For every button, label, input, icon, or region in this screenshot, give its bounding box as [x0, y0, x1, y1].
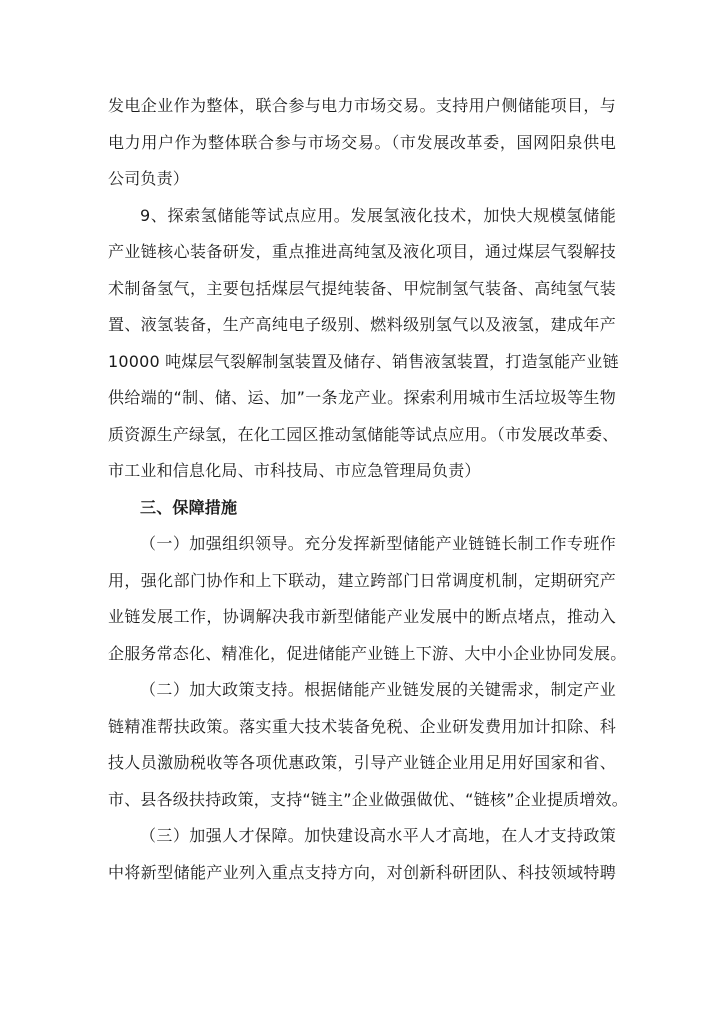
text-line: （二）加大政策支持。根据储能产业链发展的关键需求，制定产业: [140, 680, 616, 699]
text-line: 市、县各级扶持政策，支持“链主”企业做强做优、“链核”企业提质增效。: [108, 789, 628, 809]
section-heading: 三、保障措施: [140, 497, 238, 517]
text-line: 市工业和信息化局、市科技局、市应急管理局负责）: [108, 461, 481, 480]
text-line: 发电企业作为整体，联合参与电力市场交易。支持用户侧储能项目，与: [108, 96, 616, 115]
text-line: 电力用户作为整体联合参与市场交易。（市发展改革委，国网阳泉供电: [108, 132, 616, 152]
text-line: 技人员激励税收等各项优惠政策，引导产业链企业用足用好国家和省、: [108, 753, 616, 772]
text-line: 供给端的“制、储、运、加”一条龙产业。探索利用城市生活垃圾等生物: [108, 388, 616, 407]
text-line: 公司负责）: [108, 169, 190, 188]
text-line: 质资源生产绿氢，在化工园区推动氢储能等试点应用。（市发展改革委、: [108, 424, 619, 444]
text-line: 10000 吨煤层气裂解制氢装置及储存、销售液氢装置，打造氢能产业链: [108, 351, 619, 371]
text-line: 9、探索氢储能等试点应用。发展氢液化技术，加快大规模氢储能: [140, 205, 616, 225]
text-line: 置、液氢装备，生产高纯电子级别、燃料级别氢气以及液氢，建成年产: [108, 315, 616, 334]
text-line: （一）加强组织领导。充分发挥新型储能产业链链长制工作专班作: [140, 534, 616, 553]
text-line: 中将新型储能产业列入重点支持方向，对创新科研团队、科技领域特聘: [108, 862, 616, 882]
text-line: 企服务常态化、精准化，促进储能产业链上下游、大中小企业协同发展。: [108, 643, 627, 663]
text-line: 术制备氢气，主要包括煤层气提纯装备、甲烷制氢气装备、高纯氢气装: [108, 278, 616, 298]
text-line: （三）加强人才保障。加快建设高水平人才高地，在人才支持政策: [140, 826, 616, 845]
text-line: 业链发展工作，协调解决我市新型储能产业发展中的断点堵点，推动入: [108, 607, 616, 626]
text-line: 链精准帮扶政策。落实重大技术装备免税、企业研发费用加计扣除、科: [108, 716, 616, 736]
text-line: 产业链核心装备研发，重点推进高纯氢及液化项目，通过煤层气裂解技: [108, 242, 616, 261]
document-body: [108, 88, 628, 891]
text-line: 用，强化部门协作和上下联动，建立跨部门日常调度机制，定期研究产: [108, 570, 616, 590]
